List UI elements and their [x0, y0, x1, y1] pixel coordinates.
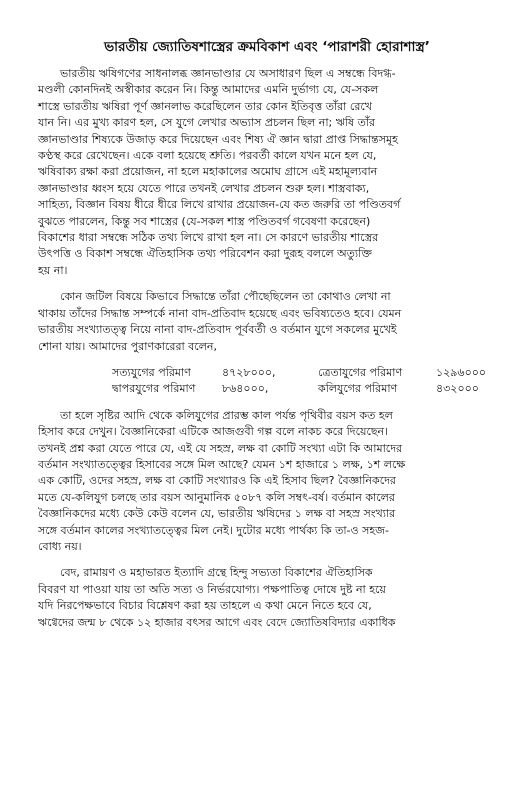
text-line: তা হলে সৃষ্টির আদি থেকে কলিযুগের প্রারম্ভ কাল পর্যন্ত পৃথিবীর বয়স কত হল [60, 408, 393, 422]
text-line: যান নি। এর মুখ্য কারণ হল, সে যুগে লেখার অভ্যাস প্রচলন ছিল না; ঋষি তাঁর [38, 116, 376, 130]
text-line: ঋষিবাক্য রক্ষা করা প্রয়োজন, না হলে মহাকালের অমোঘ গ্রাসে এই মহামূল্যবান [38, 165, 378, 179]
text-line: বেদ, রামায়ণ ও মহাভারত ইত্যাদি গ্রন্থে হিন্দু সভ্যতা বিকাশের ঐতিহাসিক [60, 566, 373, 580]
text-line: জ্ঞানভাণ্ডার ধ্বংস হয়ে যেতে পারে তখনই লেখার প্রচলন শুরু হল। শাস্ত্রবাক্য, [38, 181, 370, 195]
text-line: এক কোটি, ওদের সহস্র, লক্ষ বা কোটি সংখ্যারও কি এই হিসাব ছিল? বৈজ্ঞানিকদের [38, 474, 396, 488]
paragraph-4 [38, 565, 496, 631]
page-title: ভারতীয় জ্যোতিষশাস্ত্রের ক্রমবিকাশ এবং ‘পারাশরী হোরাশাস্ত্র’ [104, 39, 430, 55]
text-line: সাহিত্য, বিজ্ঞান বিষয় ধীরে ধীরে লিখে রাখার প্রয়োজন-যে কত জরুরি তা পণ্ডিতবর্গ [38, 198, 401, 212]
yuga-name: ত্রেতাযুগের পরিমাণ [318, 365, 403, 379]
yuga-name: সত্যযুগের পরিমাণ [112, 365, 191, 379]
yuga-value: ৪৩২০০০ [436, 382, 479, 396]
paragraph-1 [38, 66, 496, 279]
yuga-value: ১২৯৬০০০ [436, 365, 487, 379]
paragraph-2 [38, 289, 496, 355]
text-line: জ্ঞানভাণ্ডার শিষ্যকে উজাড় করে দিয়েছেন এবং শিষ্য ঐ জ্ঞান দ্বারা প্রাপ্ত সিদ্ধান্তসমূহ [38, 132, 398, 146]
text-line: বিকাশের ধারা সম্বন্ধে সঠিক তথ্য লিখে রাখা হল না। সে কারণে ভারতীয় শাস্ত্রের [38, 231, 379, 245]
text-line: বুঝতে পারলেন, কিন্তু সব শাস্ত্রের (যে-সকল শাস্ত্র পণ্ডিতবর্গ গবেষণা করেছেন) [38, 214, 371, 228]
text-line: ভারতীয় ঋষিগণের সাধনালব্ধ জ্ঞানভাণ্ডার যে অসাধারণ ছিল এ সম্বন্ধে বিদগ্ধ- [60, 67, 396, 80]
text-line: শাস্ত্রে ভারতীয় ঋষিরা পূর্ণ জ্ঞানলাভ করেছিলেন তার কোন ইতিবৃত্ত তাঁরা রেখে [38, 99, 373, 113]
text-line: ঋগ্বেদের জন্ম ৮ থেকে ১২ হাজার বৎসর আগে এবং বেদে জ্যোতিষবিদ্যার একাধিক [38, 615, 396, 629]
paragraph-3 [38, 408, 496, 556]
text-line: বর্তমান সংখ্যাতত্ত্বের হিসাবের সঙ্গে মিল আছে? যেমন ১শ হাজারে ১ লক্ষ, ১শ লক্ষে [38, 457, 406, 471]
yuga-table [38, 365, 496, 398]
text-line: তখনই প্রশ্ন করা যেতে পারে যে, এই যে সহস্র, লক্ষ বা কোটি সংখ্যা এটা কি আমাদের [38, 441, 403, 455]
text-line: মতে যে-কলিযুগ চলছে তার বয়স আনুমানিক ৫০৮৭ কলি সম্বৎ-বর্ষ। বর্তমান কালের [38, 490, 395, 504]
text-line: উৎপত্তি ও বিকাশ সম্বন্ধে ঐতিহাসিক তথ্য পরিবেশন করা দুরূহ বললে অত্যুক্তি [38, 247, 372, 261]
yuga-row [38, 365, 496, 381]
text-line: থাকায় তাঁদের সিদ্ধান্ত সম্পর্কে নানা বাদ-প্রতিবাদ হয়েছে এবং ভবিষ্যতেও হবে। যেমন [38, 306, 402, 320]
text-line: বিবরণ যা পাওয়া যায় তা অতি সত্য ও নির্ভরযোগ্য। পক্ষপাতিত্ব দোষে দুষ্ট না হয়ে [38, 582, 386, 596]
text-line: শোনা যায়। আমাদের পুরাণকারেরা বলেন, [38, 339, 217, 353]
text-line: মণ্ডলী কোনদিনই অস্বীকার করেন নি। কিন্তু আমাদের এমনি দুর্ভাগ্য যে, যে-সকল [38, 83, 379, 97]
text-line: কণ্ঠস্থ করে রেখেছেন। একে বলা হয়েছে শ্রুতি। পরবর্তী কালে যখন মনে হল যে, [38, 149, 377, 163]
text-line: কোন জটিল বিষয়ে কিভাবে সিদ্ধান্তে তাঁরা পৌছেছিলেন তা কোথাও লেখা না [60, 290, 391, 304]
yuga-value: ৪৭২৮০০০, [222, 365, 276, 379]
text-line: সঙ্গে বর্তমান কালের সংখ্যাতত্ত্বের মিল নেই। দুটোর মধ্যে পার্থক্য কি তা-ও সহজ- [38, 523, 389, 537]
yuga-row [38, 381, 496, 397]
text-line: বোধ্য নয়। [38, 539, 82, 553]
text-line: হিসাব করে দেখুন। বৈজ্ঞানিকেরা এটিকে আজগুবী গল্প বলে নাকচ করে দিয়েছেন। [38, 425, 389, 439]
text-line: বৈজ্ঞানিকদের মধ্যে কেউ কেউ বলেন যে, ভারতীয় ঋষিদের ১ লক্ষ বা সহস্র সংখ্যার [38, 507, 396, 521]
text-line: যদি নিরপেক্ষভাবে বিচার বিশ্লেষণ করা হয় তাহলে এ কথা মেনে নিতে হবে যে, [38, 599, 372, 613]
yuga-name: কলিযুগের পরিমাণ [318, 382, 398, 396]
yuga-name: দ্বাপরযুগের পরিমাণ [112, 382, 196, 396]
text-line: হয় না। [38, 263, 68, 277]
yuga-value: ৮৬৪০০০, [222, 382, 269, 396]
text-line: ভারতীয় সংখ্যাতত্ত্ব নিয়ে নানা বাদ-প্রতিবাদ পূর্ববর্তী ও বর্তমান যুগে সকলের মুখেই [38, 323, 397, 337]
